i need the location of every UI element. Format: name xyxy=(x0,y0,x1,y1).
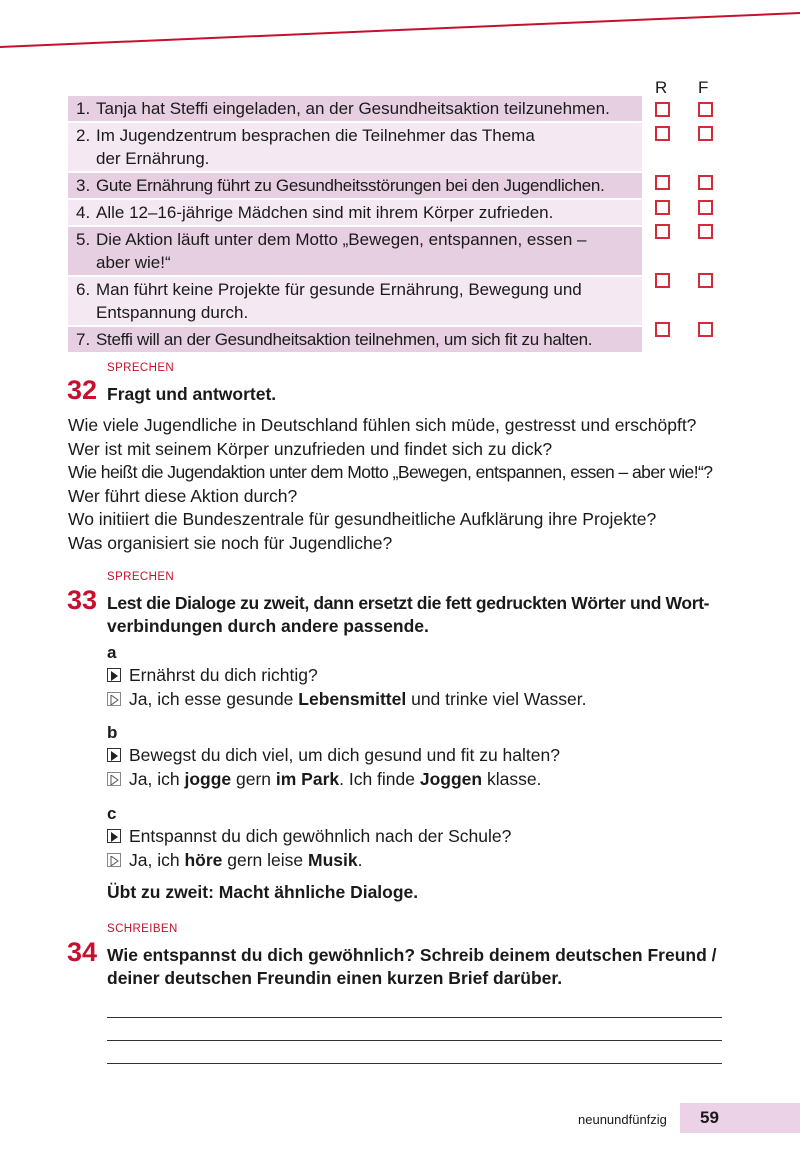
statement-row: 6. Man führt keine Projekte für gesunde Ernährung, Bewegung und Entspannung durch. xyxy=(68,277,642,325)
checkbox-f-5[interactable] xyxy=(698,224,713,239)
question: Wer ist mit seinem Körper unzufrieden und findet sich zu dick? xyxy=(68,438,553,459)
checkbox-f-4[interactable] xyxy=(698,200,713,215)
column-header-falsch: F xyxy=(698,78,709,97)
checkbox-r-1[interactable] xyxy=(655,102,670,117)
true-false-statements xyxy=(68,96,642,354)
checkbox-f-2[interactable] xyxy=(698,126,713,141)
speaker-a-icon xyxy=(107,829,121,843)
dialog-label-b: b xyxy=(107,723,118,742)
dialog-c-answer: Ja, ich höre gern leise Musik . xyxy=(107,848,362,872)
dialog-label-a: a xyxy=(107,643,117,662)
statement-row: 1. Tanja hat Steffi eingeladen, an der Gesundheitsaktion teilzunehmen. xyxy=(68,96,642,121)
statement-row: 7. Steffi will an der Gesundheitsaktion teilnehmen, um sich fit zu halten. xyxy=(68,327,642,352)
checkbox-r-4[interactable] xyxy=(655,200,670,215)
checkbox-r-2[interactable] xyxy=(655,126,670,141)
checkbox-f-1[interactable] xyxy=(698,102,713,117)
question: Wie heißt die Jugendaktion unter dem Motto „Bewegen, entspannen, essen – aber wie!“? xyxy=(68,462,713,483)
checkbox-f-3[interactable] xyxy=(698,175,713,190)
dialog-b-question: Bewegst du dich viel, um dich gesund und fit zu halten? xyxy=(107,743,560,767)
dialog-a-answer: Ja, ich esse gesunde Lebensmittel und trinke viel Wasser. xyxy=(107,687,587,711)
page-number-word: neunundfünfzig xyxy=(578,1112,667,1127)
speaker-b-icon xyxy=(107,692,121,706)
task-32-kind: SPRECHEN xyxy=(107,362,175,374)
page-number: 59 xyxy=(700,1108,719,1127)
statement-row: 3. Gute Ernährung führt zu Gesundheitsstörungen bei den Jugendlichen. xyxy=(68,173,642,198)
task-33-number: 33 xyxy=(67,585,98,615)
checkbox-r-7[interactable] xyxy=(655,322,670,337)
task-34-title-line1: Wie entspannst du dich gewöhnlich? Schreib deinem deutschen Freund / xyxy=(107,945,717,965)
speaker-b-icon xyxy=(107,853,121,867)
dialog-label-c: c xyxy=(107,804,117,823)
statement-row: 5. Die Aktion läuft unter dem Motto „Bewegen, entspannen, essen – aber wie!“ xyxy=(68,227,642,275)
statement-row: 4. Alle 12–16-jährige Mädchen sind mit ihrem Körper zufrieden. xyxy=(68,200,642,225)
question: Wo initiiert die Bundeszentrale für gesundheitliche Aufklärung ihre Projekte? xyxy=(68,509,657,530)
speaker-a-icon xyxy=(107,668,121,682)
task-34-kind: SCHREIBEN xyxy=(107,923,178,935)
dialog-b-answer: Ja, ich jogge gern im Park . Ich finde Joggen klasse. xyxy=(107,767,541,791)
writing-line[interactable] xyxy=(107,1063,722,1064)
task-33-practice: Übt zu zweit: Macht ähnliche Dialoge. xyxy=(107,882,419,902)
checkbox-r-3[interactable] xyxy=(655,175,670,190)
speaker-b-icon xyxy=(107,772,121,786)
dialog-a-question: Ernährst du dich richtig? xyxy=(107,663,318,687)
top-red-line xyxy=(0,0,800,60)
task-33-title-line1: Lest die Dialoge zu zweit, dann ersetzt die fett gedruckten Wörter und Wort- xyxy=(107,593,710,613)
checkbox-f-7[interactable] xyxy=(698,322,713,337)
speaker-a-icon xyxy=(107,748,121,762)
dialog-c-question: Entspannst du dich gewöhnlich nach der Schule? xyxy=(107,824,511,848)
task-32-number: 32 xyxy=(67,375,98,405)
task-32-questions xyxy=(68,414,768,556)
question: Was organisiert sie noch für Jugendliche? xyxy=(68,532,393,553)
checkbox-r-6[interactable] xyxy=(655,273,670,288)
question: Wer führt diese Aktion durch? xyxy=(68,485,298,506)
writing-line[interactable] xyxy=(107,1017,722,1018)
checkbox-r-5[interactable] xyxy=(655,224,670,239)
column-header-richtig: R xyxy=(655,78,668,97)
page-number-box xyxy=(680,1103,800,1133)
task-33-kind: SPRECHEN xyxy=(107,571,175,583)
checkbox-f-6[interactable] xyxy=(698,273,713,288)
task-34-number: 34 xyxy=(67,937,98,967)
task-32-title: Fragt und antwortet. xyxy=(107,384,277,404)
task-34-title-line2: deiner deutschen Freundin einen kurzen Brief darüber. xyxy=(107,968,563,988)
question: Wie viele Jugendliche in Deutschland fühlen sich müde, gestresst und erschöpft? xyxy=(68,415,697,435)
writing-line[interactable] xyxy=(107,1040,722,1041)
statement-row: 2. Im Jugendzentrum besprachen die Teilnehmer das Thema der Ernährung. xyxy=(68,123,642,171)
task-33-title-line2: verbindungen durch andere passende. xyxy=(107,616,429,636)
